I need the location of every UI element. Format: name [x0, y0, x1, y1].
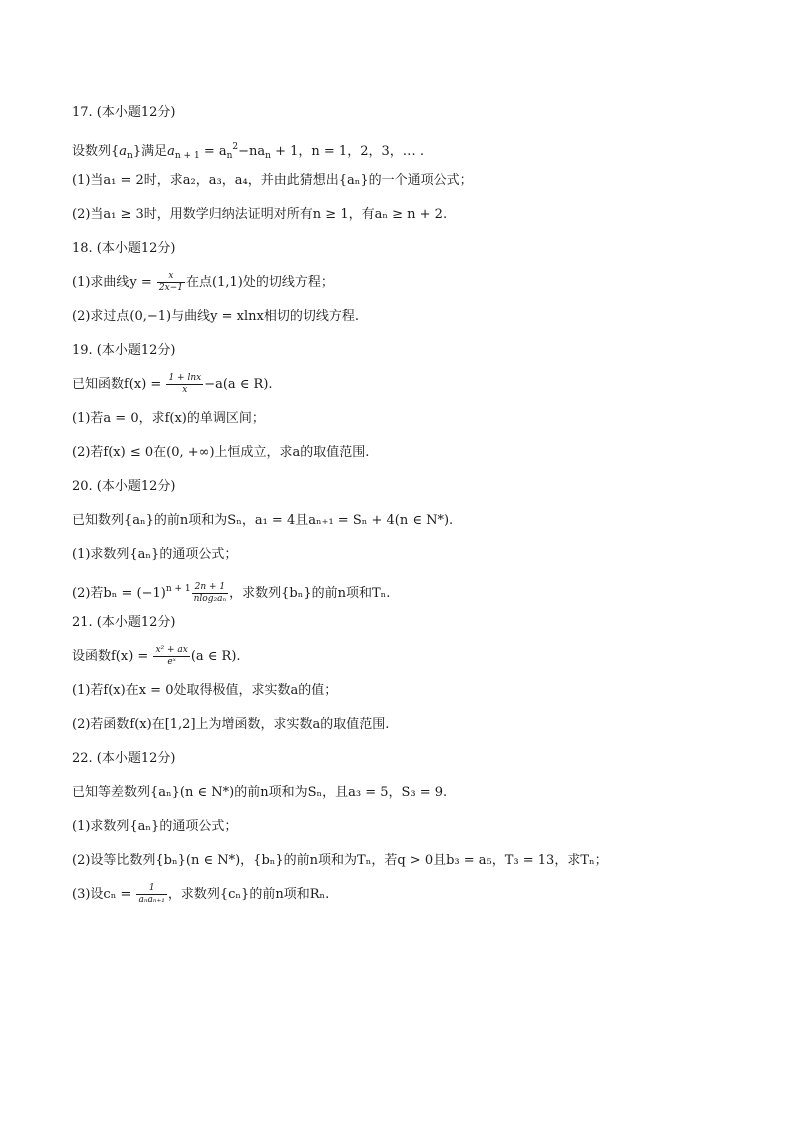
problem-17-part-2: (2)当a₁ ≥ 3时，用数学归纳法证明对所有n ≥ 1，有aₙ ≥ n + 2.: [72, 207, 448, 222]
problem-22-stem: 已知等差数列{aₙ}(n ∈ N*)的前n项和为Sₙ，且a₃ = 5，S₃ = 9.: [72, 785, 448, 800]
fraction: $\frac{2n + 1}{\text{nlog₂aₙ}}$: [193, 582, 227, 604]
problem-22-part-1: (1)求数列{aₙ}的通项公式；: [72, 819, 238, 834]
problem-17-stem: 设数列$\{a_n\}$满足$a_{n + 1} = a_n^2-na_n + 1$，n = 1，2，3，… .: [72, 142, 424, 161]
problem-18-part-1: (1)求曲线y = $\frac{x}{2x-1}$ 在点(1,1)处的切线方程；: [72, 271, 334, 293]
fraction: $\frac{1 + \ln x}{x}$: [168, 373, 202, 395]
problem-21-header: 21. (本小题12分): [72, 615, 176, 630]
fraction: $\frac{x}{2x-1}$: [158, 271, 183, 293]
fraction: $\frac{\text{x² + ax}}{\text{eˣ}}$: [155, 645, 188, 667]
problem-22-part-3: (3)设cₙ = $\frac{1}{\text{aₙaₙ₊₁}}$ ，求数列{cₙ}的前n项和Rₙ.: [72, 883, 330, 905]
problem-20-part-2: (2)若$b_n = (-1)^{n + 1}$ $\frac{2n + 1}{\text{nlog₂aₙ}}$ ，求数列{bₙ}的前n项和Tₙ.: [72, 582, 391, 604]
problem-20-header: 20. (本小题12分): [72, 479, 176, 494]
problem-17-header: 17. (本小题12分): [72, 105, 176, 120]
problem-18-part-2: (2)求过点(0,−1)与曲线y = xlnx相切的切线方程.: [72, 309, 359, 324]
exam-page: [72, 96, 732, 912]
problem-22-header: 22. (本小题12分): [72, 751, 176, 766]
problem-20-part-1: (1)求数列{aₙ}的通项公式；: [72, 547, 238, 562]
problem-21-part-2: (2)若函数f(x)在[1,2]上为增函数，求实数a的取值范围.: [72, 717, 390, 732]
problem-19-part-2: (2)若f(x) ≤ 0在(0, +∞)上恒成立，求a的取值范围.: [72, 445, 370, 460]
problem-22-part-2: (2)设等比数列{bₙ}(n ∈ N*)，{bₙ}的前n项和为Tₙ，若q > 0且b₃ = a₅，T₃ = 13，求Tₙ；: [72, 853, 608, 868]
problem-18-header: 18. (本小题12分): [72, 241, 176, 256]
problem-21-stem: 设函数f(x) = $\frac{\text{x² + ax}}{\text{eˣ}}$ (a ∈ R).: [72, 645, 241, 667]
problem-19-header: 19. (本小题12分): [72, 343, 176, 358]
problem-19-part-1: (1)若a = 0，求f(x)的单调区间；: [72, 411, 265, 426]
problem-20-stem: 已知数列{aₙ}的前n项和为Sₙ，a₁ = 4且aₙ₊₁ = Sₙ + 4(n ∈ N*).: [72, 513, 454, 528]
problem-17-part-1: (1)当a₁ = 2时，求a₂，a₃，a₄，并由此猜想出{aₙ}的一个通项公式；: [72, 173, 473, 188]
problem-21-part-1: (1)若f(x)在x = 0处取得极值，求实数a的值；: [72, 683, 338, 698]
fraction: $\frac{1}{\text{aₙaₙ₊₁}}$: [138, 883, 165, 905]
problem-19-stem: 已知函数f(x) = $\frac{1 + \ln x}{x}$ −a(a ∈ R).: [72, 373, 273, 395]
